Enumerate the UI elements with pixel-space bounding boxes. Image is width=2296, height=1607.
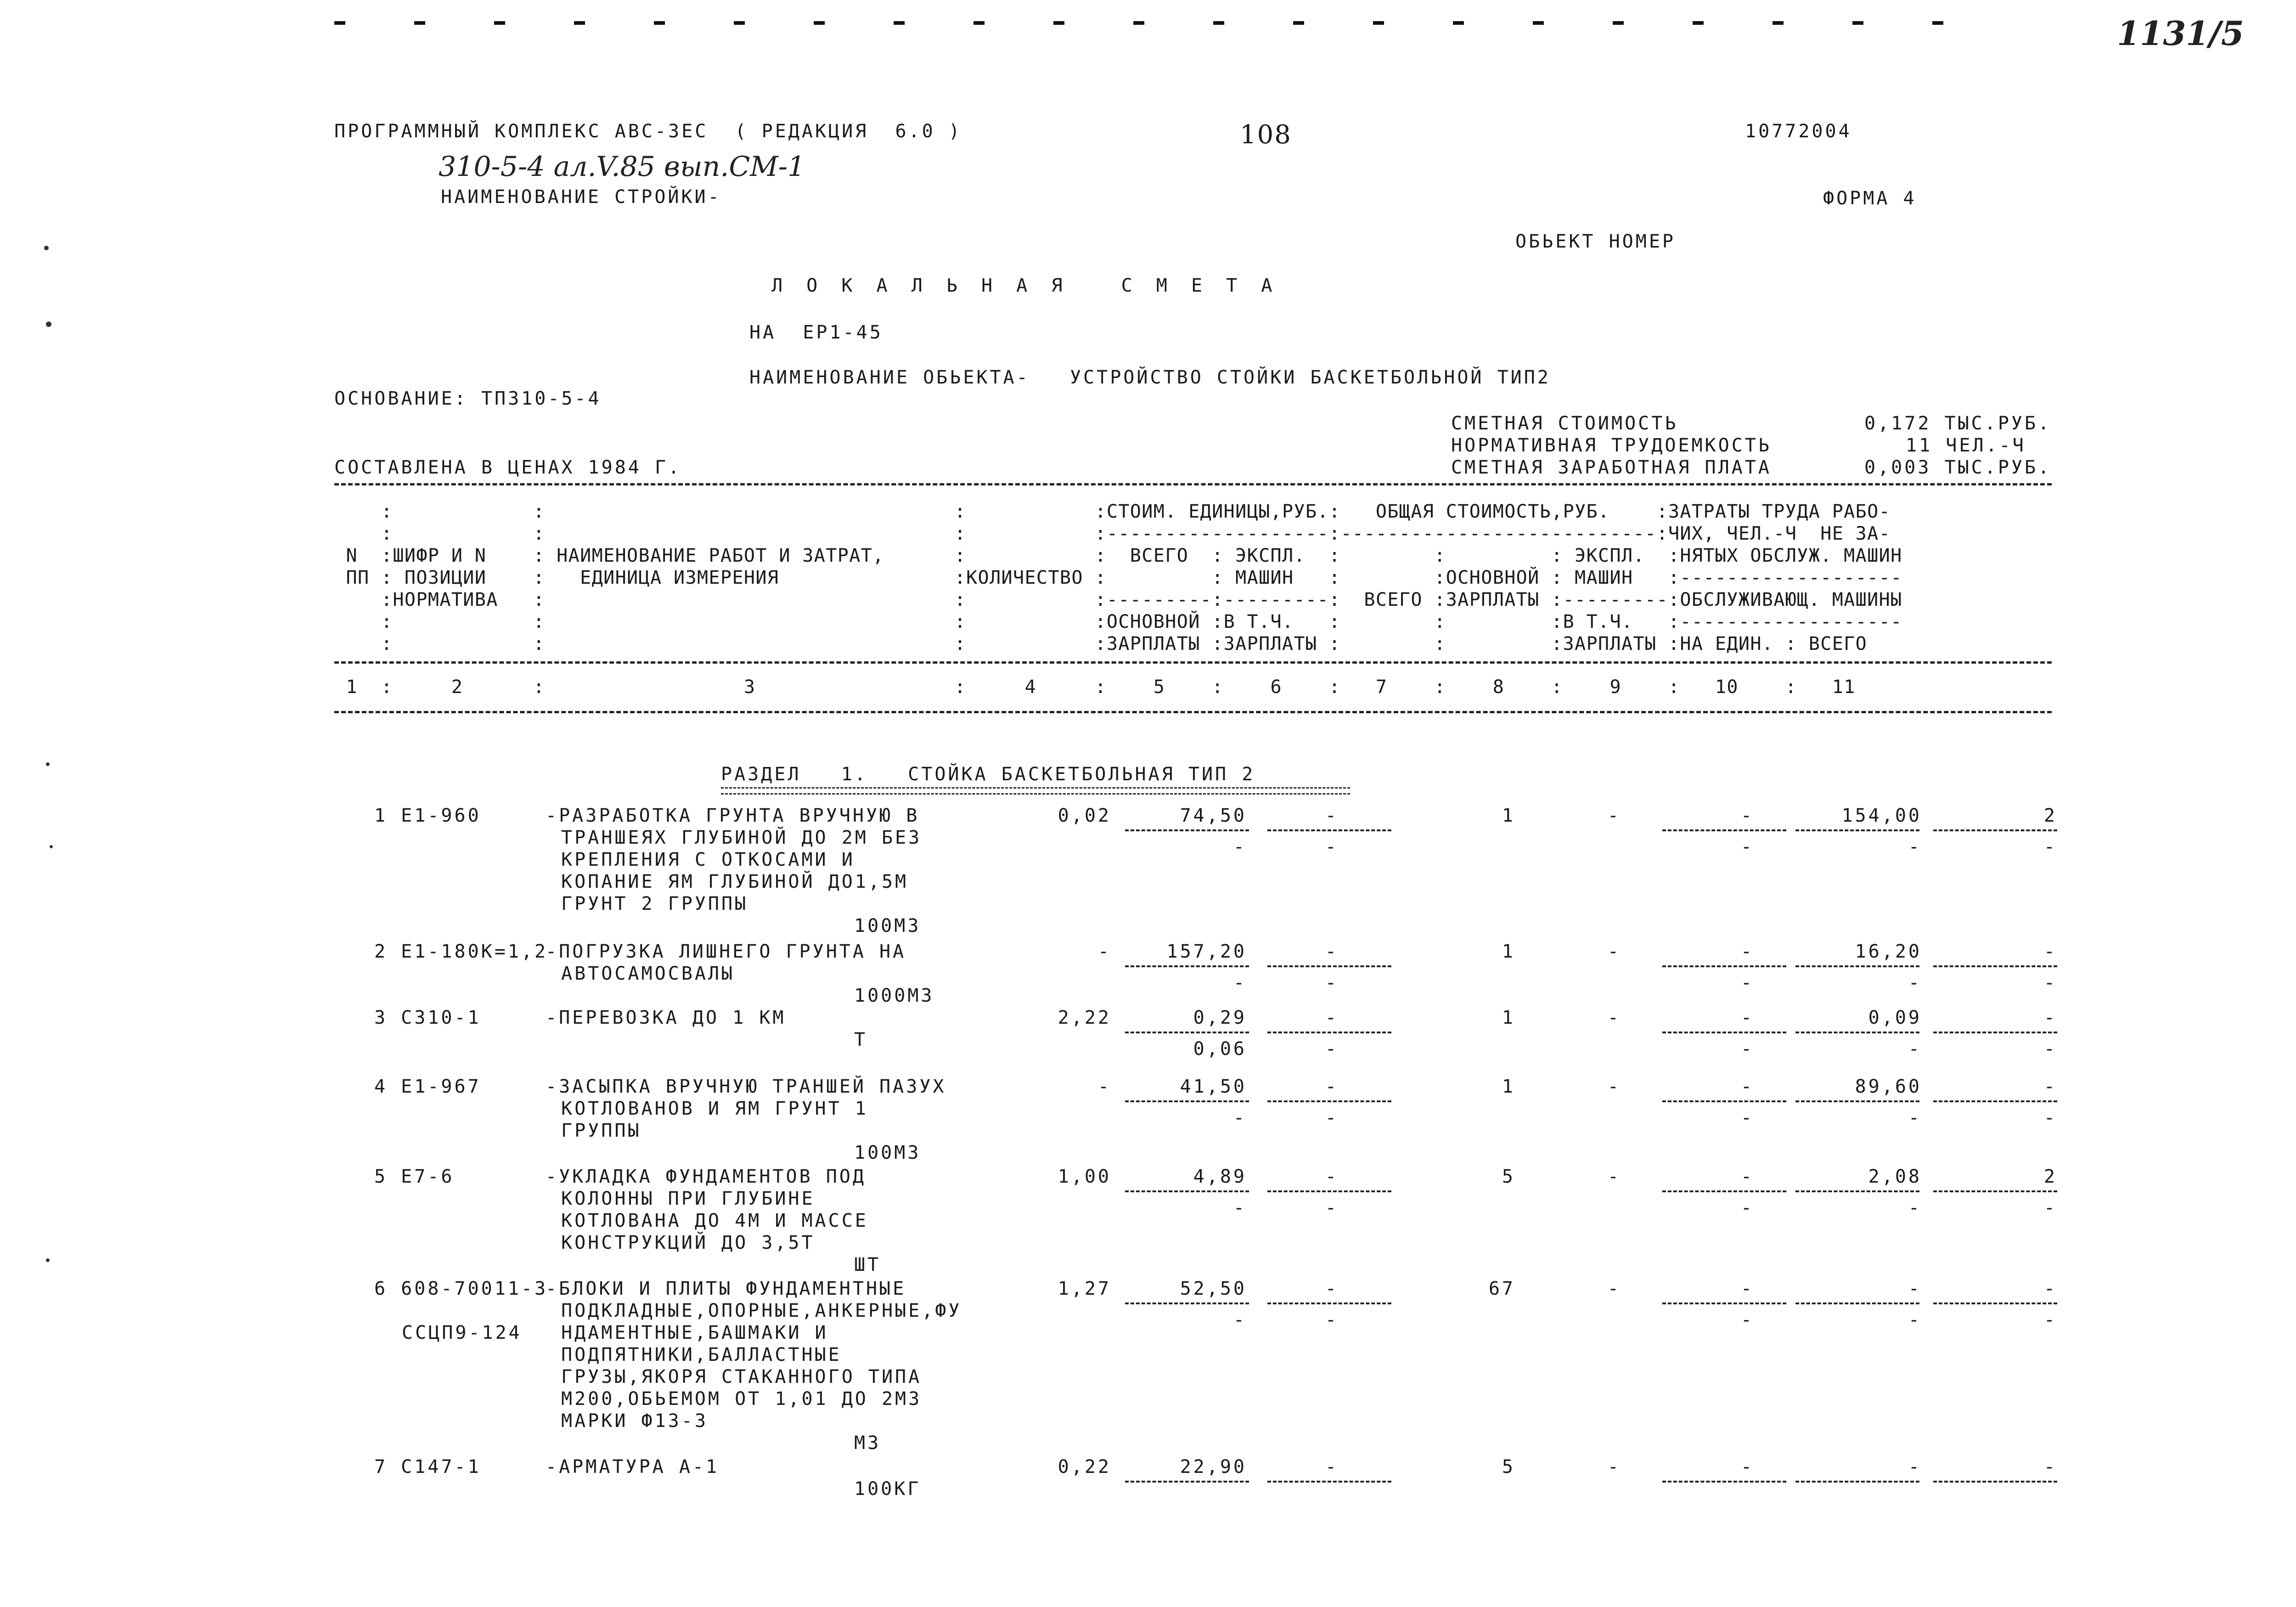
row-work-name: ПОДКЛАДНЫЕ,ОПОРНЫЕ,АНКЕРНЫЕ,ФУ bbox=[561, 1300, 962, 1321]
cell-underline bbox=[1933, 1303, 2057, 1304]
row-value-c11: 2 bbox=[2043, 805, 2057, 826]
cell-underline bbox=[1662, 1032, 1786, 1033]
summary-value: 11 ЧЕЛ.-Ч bbox=[1906, 435, 2026, 456]
row-value-qty: - bbox=[1097, 1076, 1111, 1097]
row-value-c7: 1 bbox=[1502, 941, 1515, 962]
row-value-c8: - bbox=[1607, 1007, 1621, 1028]
row-value-c10: - bbox=[1908, 1278, 1922, 1299]
row-value-qty: 1,00 bbox=[1058, 1166, 1111, 1187]
cell-underline bbox=[1125, 1190, 1249, 1192]
row-work-name: ТРАНШЕЯХ ГЛУБИНОЙ ДО 2М БЕЗ bbox=[561, 827, 922, 848]
row-work-name: ГРУЗЫ,ЯКОРЯ СТАКАННОГО ТИПА bbox=[561, 1366, 922, 1387]
scan-speck bbox=[44, 246, 49, 250]
cell-underline bbox=[1125, 1100, 1249, 1102]
column-numbers: 1 : 2 : 3 : 4 : 5 : 6 : 7 : 8 : 9 : 10 : 11 bbox=[334, 677, 1856, 698]
row-value-c6: - bbox=[1325, 805, 1339, 826]
header-bottom-rule bbox=[334, 661, 2052, 664]
cell-underline bbox=[1125, 1032, 1249, 1033]
cell-underline bbox=[1933, 1100, 2057, 1102]
row-value-qty: 1,27 bbox=[1058, 1278, 1111, 1299]
cell-underline bbox=[1267, 1303, 1391, 1304]
row-value-c5: 41,50 bbox=[1180, 1076, 1247, 1097]
cell-underline bbox=[1267, 1032, 1391, 1033]
row-work-name: КОНСТРУКЦИЙ ДО 3,5Т bbox=[561, 1232, 815, 1253]
cell-underline bbox=[1662, 965, 1786, 967]
cell-underline bbox=[1125, 1303, 1249, 1304]
row-value-c11: - bbox=[2043, 1278, 2057, 1299]
row-value-c9: - bbox=[1740, 1076, 1754, 1097]
top-dash bbox=[814, 21, 825, 25]
row-value-c9: - bbox=[1740, 1456, 1754, 1477]
row-sub-c10: - bbox=[1908, 836, 1922, 857]
cell-underline bbox=[1662, 1190, 1786, 1192]
top-dash bbox=[414, 21, 425, 25]
row-unit: 100М3 bbox=[854, 915, 921, 936]
row-value-c6: - bbox=[1325, 1456, 1339, 1477]
doc-number: 10772004 bbox=[1745, 121, 1852, 142]
row-value-c6: - bbox=[1325, 1007, 1339, 1028]
summary-label: СМЕТНАЯ СТОИМОСТЬ bbox=[1451, 413, 1678, 434]
row-sub-c9: - bbox=[1740, 1107, 1754, 1128]
row-value-qty: 0,02 bbox=[1058, 805, 1111, 826]
row-value-c6: - bbox=[1325, 941, 1339, 962]
top-dash bbox=[654, 21, 665, 25]
row-value-c5: 0,29 bbox=[1193, 1007, 1247, 1028]
row-value-c10: 2,08 bbox=[1868, 1166, 1922, 1187]
summary-value: 0,003 ТЫС.РУБ. bbox=[1864, 457, 2052, 478]
row-code: 1 Е1-960 bbox=[374, 805, 481, 826]
row-sub-c6: - bbox=[1325, 1309, 1339, 1331]
summary-value: 0,172 ТЫС.РУБ. bbox=[1864, 413, 2052, 434]
row-work-name: МАРКИ Ф13-3 bbox=[561, 1410, 708, 1432]
cell-underline bbox=[1795, 1190, 1919, 1192]
row-value-c7: 5 bbox=[1502, 1166, 1515, 1187]
row-value-c10: 0,09 bbox=[1868, 1007, 1922, 1028]
cell-underline bbox=[1267, 1481, 1391, 1483]
handwritten-project-code: 310-5-4 ал.V.85 вып.СМ-1 bbox=[439, 151, 805, 183]
top-dash bbox=[1453, 21, 1464, 25]
row-work-name: ГРУНТ 2 ГРУППЫ bbox=[561, 893, 748, 914]
cell-underline bbox=[1795, 965, 1919, 967]
on-label: НА ЕР1-45 bbox=[749, 322, 883, 343]
row-value-c5: 52,50 bbox=[1180, 1278, 1247, 1299]
object-name: НАИМЕНОВАНИЕ ОБЬЕКТА- УСТРОЙСТВО СТОЙКИ БАСКЕТБОЛЬНОЙ ТИП2 bbox=[749, 367, 1551, 388]
top-dash bbox=[334, 21, 345, 25]
row-value-c9: - bbox=[1740, 1166, 1754, 1187]
row-code: 6 608-70011-3 bbox=[374, 1278, 548, 1299]
row-sub-c9: - bbox=[1740, 1197, 1754, 1218]
row-sub-c11: - bbox=[2043, 1309, 2057, 1331]
cell-underline bbox=[1795, 1100, 1919, 1102]
row-work-name: М200,ОБЬЕМОМ ОТ 1,01 ДО 2М3 bbox=[561, 1388, 922, 1410]
row-work-name: ГРУППЫ bbox=[561, 1120, 642, 1141]
corner-mark: 1131/5 bbox=[2117, 14, 2244, 53]
table-header-line: : : : :СТОИМ. ЕДИНИЦЫ,РУБ.: ОБЩАЯ СТОИМОСТЬ,РУБ. :ЗАТРАТЫ ТРУДА РАБО- bbox=[334, 501, 1891, 522]
row-value-c6: - bbox=[1325, 1166, 1339, 1187]
top-dash bbox=[734, 21, 745, 25]
cell-underline bbox=[1933, 1481, 2057, 1483]
row-value-qty: 0,22 bbox=[1058, 1456, 1111, 1477]
row-value-c11: - bbox=[2043, 1076, 2057, 1097]
row-value-c11: - bbox=[2043, 1456, 2057, 1477]
summary-label: СМЕТНАЯ ЗАРАБОТНАЯ ПЛАТА bbox=[1451, 457, 1772, 478]
row-sub-c11: - bbox=[2043, 1038, 2057, 1060]
row-value-c8: - bbox=[1607, 1166, 1621, 1187]
row-sub-c6: - bbox=[1325, 836, 1339, 857]
cell-underline bbox=[1267, 829, 1391, 831]
row-sub-c10: - bbox=[1908, 1107, 1922, 1128]
row-sub-c5: 0,06 bbox=[1193, 1038, 1247, 1060]
row-value-c5: 22,90 bbox=[1180, 1456, 1247, 1477]
row-value-c7: 1 bbox=[1502, 1076, 1515, 1097]
row-sub-c5: - bbox=[1233, 1107, 1247, 1128]
table-header-line: N :ШИФР И N : НАИМЕНОВАНИЕ РАБОТ И ЗАТРАТ, : : ВСЕГО : ЭКСПЛ. : : : ЭКСПЛ. :НЯТЫХ ОБСЛУЖ. МАШИН bbox=[334, 545, 1902, 566]
scan-speck bbox=[46, 762, 50, 766]
row-unit: 1000М3 bbox=[854, 985, 934, 1006]
row-sub-c11: - bbox=[2043, 836, 2057, 857]
row-unit: М3 bbox=[854, 1432, 881, 1454]
row-value-c11: - bbox=[2043, 941, 2057, 962]
row-value-c10: - bbox=[1908, 1456, 1922, 1477]
cell-underline bbox=[1662, 829, 1786, 831]
section-double-underline bbox=[721, 787, 1350, 795]
row-value-c8: - bbox=[1607, 1076, 1621, 1097]
row-value-c8: - bbox=[1607, 805, 1621, 826]
prices-label: СОСТАВЛЕНА В ЦЕНАХ 1984 Г. bbox=[334, 457, 682, 478]
row-value-c9: - bbox=[1740, 805, 1754, 826]
row-value-c8: - bbox=[1607, 1278, 1621, 1299]
row-work-name: -ПЕРЕВОЗКА ДО 1 КМ bbox=[546, 1007, 786, 1028]
form-label: ФОРМА 4 bbox=[1823, 188, 1917, 209]
table-top-rule bbox=[334, 483, 2052, 485]
table-header-line: :НОРМАТИВА : : :---------:---------: ВСЕГО :ЗАРПЛАТЫ :---------:ОБСЛУЖИВАЮЩ. МАШИНЫ bbox=[334, 589, 1902, 610]
object-number-label: ОБЬЕКТ НОМЕР bbox=[1515, 231, 1676, 252]
row-sub-c11: - bbox=[2043, 972, 2057, 993]
column-numbers-rule bbox=[334, 711, 2052, 713]
row-work-name: КОТЛОВАНОВ И ЯМ ГРУНТ 1 bbox=[561, 1098, 868, 1119]
cell-underline bbox=[1795, 1303, 1919, 1304]
top-dash bbox=[1773, 21, 1784, 25]
cell-underline bbox=[1933, 829, 2057, 831]
cell-underline bbox=[1795, 1032, 1919, 1033]
row-value-c9: - bbox=[1740, 1278, 1754, 1299]
row-value-c9: - bbox=[1740, 1007, 1754, 1028]
row-value-c9: - bbox=[1740, 941, 1754, 962]
row-value-c10: 16,20 bbox=[1855, 941, 1922, 962]
row-sub-c5: - bbox=[1233, 972, 1247, 993]
row-value-c5: 74,50 bbox=[1180, 805, 1247, 826]
row-work-name: КОТЛОВАНА ДО 4М И МАССЕ bbox=[561, 1210, 868, 1231]
top-dash bbox=[574, 21, 585, 25]
top-dash bbox=[1053, 21, 1064, 25]
table-header-line: : : : :ЗАРПЛАТЫ :ЗАРПЛАТЫ : : :ЗАРПЛАТЫ :НА ЕДИН. : ВСЕГО bbox=[334, 633, 1868, 654]
cell-underline bbox=[1125, 965, 1249, 967]
summary-label: НОРМАТИВНАЯ ТРУДОЕМКОСТЬ bbox=[1451, 435, 1772, 456]
row-value-c8: - bbox=[1607, 941, 1621, 962]
top-dash bbox=[1932, 21, 1943, 25]
row-unit: 100КГ bbox=[854, 1478, 921, 1500]
row-sub-c10: - bbox=[1908, 1309, 1922, 1331]
row-sub-c10: - bbox=[1908, 972, 1922, 993]
row-sub-c10: - bbox=[1908, 1197, 1922, 1218]
row-code: 4 Е1-967 bbox=[374, 1076, 481, 1097]
top-dash bbox=[1373, 21, 1384, 25]
program-line: ПРОГРАММНЫЙ КОМПЛЕКС АВС-ЗЕС ( РЕДАКЦИЯ 6.0 ) bbox=[334, 121, 962, 142]
row-unit: 100М3 bbox=[854, 1142, 921, 1163]
row-value-qty: - bbox=[1097, 941, 1111, 962]
row-work-name: -ПОГРУЗКА ЛИШНЕГО ГРУНТА НА bbox=[546, 941, 906, 962]
construction-name-label: НАИМЕНОВАНИЕ СТРОЙКИ- bbox=[441, 186, 721, 208]
row-value-c8: - bbox=[1607, 1456, 1621, 1477]
row-work-name: -АРМАТУРА А-1 bbox=[546, 1456, 720, 1477]
row-sub-c5: - bbox=[1233, 836, 1247, 857]
cell-underline bbox=[1267, 1190, 1391, 1192]
cell-underline bbox=[1662, 1100, 1786, 1102]
row-code: 7 С147-1 bbox=[374, 1456, 481, 1477]
row-work-name: КРЕПЛЕНИЯ С ОТКОСАМИ И bbox=[561, 849, 855, 870]
table-header-line: : : : :ОСНОВНОЙ :В Т.Ч. : : :В Т.Ч. :------------------- bbox=[334, 611, 1902, 632]
cell-underline bbox=[1267, 1100, 1391, 1102]
row-work-name: НДАМЕНТНЫЕ,БАШМАКИ И bbox=[561, 1322, 828, 1343]
top-dash bbox=[494, 21, 505, 25]
row-sub-c5: - bbox=[1233, 1197, 1247, 1218]
row-value-qty: 2,22 bbox=[1058, 1007, 1111, 1028]
cell-underline bbox=[1933, 1190, 2057, 1192]
cell-underline bbox=[1267, 965, 1391, 967]
top-dash bbox=[1613, 21, 1624, 25]
row-sub-c11: - bbox=[2043, 1197, 2057, 1218]
row-work-name: -ЗАСЫПКА ВРУЧНУЮ ТРАНШЕЙ ПАЗУХ bbox=[546, 1076, 946, 1097]
row-code-secondary: ССЦП9-124 bbox=[402, 1322, 522, 1343]
top-dash bbox=[1852, 21, 1863, 25]
row-value-c7: 1 bbox=[1502, 805, 1515, 826]
row-work-name: АВТОСАМОСВАЛЫ bbox=[561, 963, 735, 984]
row-sub-c6: - bbox=[1325, 1038, 1339, 1060]
row-code: 5 Е7-6 bbox=[374, 1166, 455, 1187]
row-sub-c6: - bbox=[1325, 1107, 1339, 1128]
row-sub-c9: - bbox=[1740, 1038, 1754, 1060]
row-value-c10: 154,00 bbox=[1841, 805, 1922, 826]
row-sub-c6: - bbox=[1325, 1197, 1339, 1218]
row-value-c11: - bbox=[2043, 1007, 2057, 1028]
section-title: РАЗДЕЛ 1. СТОЙКА БАСКЕТБОЛЬНАЯ ТИП 2 bbox=[721, 764, 1255, 785]
row-work-name: КОПАНИЕ ЯМ ГЛУБИНОЙ ДО1,5М bbox=[561, 871, 909, 892]
row-work-name: -РАЗРАБОТКА ГРУНТА ВРУЧНУЮ В bbox=[546, 805, 920, 826]
row-value-c11: 2 bbox=[2043, 1166, 2057, 1187]
row-unit: ШТ bbox=[854, 1254, 881, 1275]
scan-speck bbox=[46, 321, 51, 327]
row-sub-c9: - bbox=[1740, 972, 1754, 993]
cell-underline bbox=[1795, 1481, 1919, 1483]
cell-underline bbox=[1125, 1481, 1249, 1483]
row-sub-c9: - bbox=[1740, 836, 1754, 857]
cell-underline bbox=[1125, 829, 1249, 831]
row-sub-c11: - bbox=[2043, 1107, 2057, 1128]
row-work-name: КОЛОННЫ ПРИ ГЛУБИНЕ bbox=[561, 1188, 815, 1209]
top-dash bbox=[894, 21, 905, 25]
row-value-c10: 89,60 bbox=[1855, 1076, 1922, 1097]
row-value-c6: - bbox=[1325, 1278, 1339, 1299]
row-value-c7: 67 bbox=[1488, 1278, 1515, 1299]
top-dash bbox=[1293, 21, 1304, 25]
cell-underline bbox=[1662, 1481, 1786, 1483]
document-title: Л О К А Л Ь Н А Я С М Е Т А bbox=[771, 275, 1279, 296]
top-dash bbox=[1533, 21, 1544, 25]
cell-underline bbox=[1933, 965, 2057, 967]
row-work-name: ПОДПЯТНИКИ,БАЛЛАСТНЫЕ bbox=[561, 1344, 842, 1365]
row-code: 3 С310-1 bbox=[374, 1007, 481, 1028]
scan-speck bbox=[46, 1258, 50, 1262]
row-work-name: -БЛОКИ И ПЛИТЫ ФУНДАМЕНТНЫЕ bbox=[546, 1278, 906, 1299]
row-value-c6: - bbox=[1325, 1076, 1339, 1097]
row-value-c7: 1 bbox=[1502, 1007, 1515, 1028]
top-dash bbox=[974, 21, 985, 25]
row-code: 2 Е1-180К=1,2 bbox=[374, 941, 548, 962]
row-value-c7: 5 bbox=[1502, 1456, 1515, 1477]
cell-underline bbox=[1795, 829, 1919, 831]
top-dash bbox=[1133, 21, 1144, 25]
scan-speck bbox=[50, 845, 53, 848]
row-sub-c10: - bbox=[1908, 1038, 1922, 1060]
basis-label: ОСНОВАНИЕ: ТП310-5-4 bbox=[334, 388, 602, 409]
row-unit: Т bbox=[854, 1029, 868, 1050]
row-value-c5: 4,89 bbox=[1193, 1166, 1247, 1187]
cell-underline bbox=[1933, 1032, 2057, 1033]
top-dash bbox=[1693, 21, 1704, 25]
page-number: 108 bbox=[1240, 120, 1292, 150]
row-sub-c6: - bbox=[1325, 972, 1339, 993]
row-sub-c5: - bbox=[1233, 1309, 1247, 1331]
row-work-name: -УКЛАДКА ФУНДАМЕНТОВ ПОД bbox=[546, 1166, 866, 1187]
cell-underline bbox=[1662, 1303, 1786, 1304]
row-sub-c9: - bbox=[1740, 1309, 1754, 1331]
row-value-c5: 157,20 bbox=[1166, 941, 1247, 962]
table-header-line: ПП : ПОЗИЦИИ : ЕДИНИЦА ИЗМЕРЕНИЯ :КОЛИЧЕСТВО : : МАШИН : :ОСНОВНОЙ : МАШИН :------------------- bbox=[334, 567, 1902, 588]
table-header-line: : : : :-------------------:---------------------------:ЧИХ, ЧЕЛ.-Ч НЕ ЗА- bbox=[334, 523, 1891, 544]
top-dash bbox=[1213, 21, 1224, 25]
